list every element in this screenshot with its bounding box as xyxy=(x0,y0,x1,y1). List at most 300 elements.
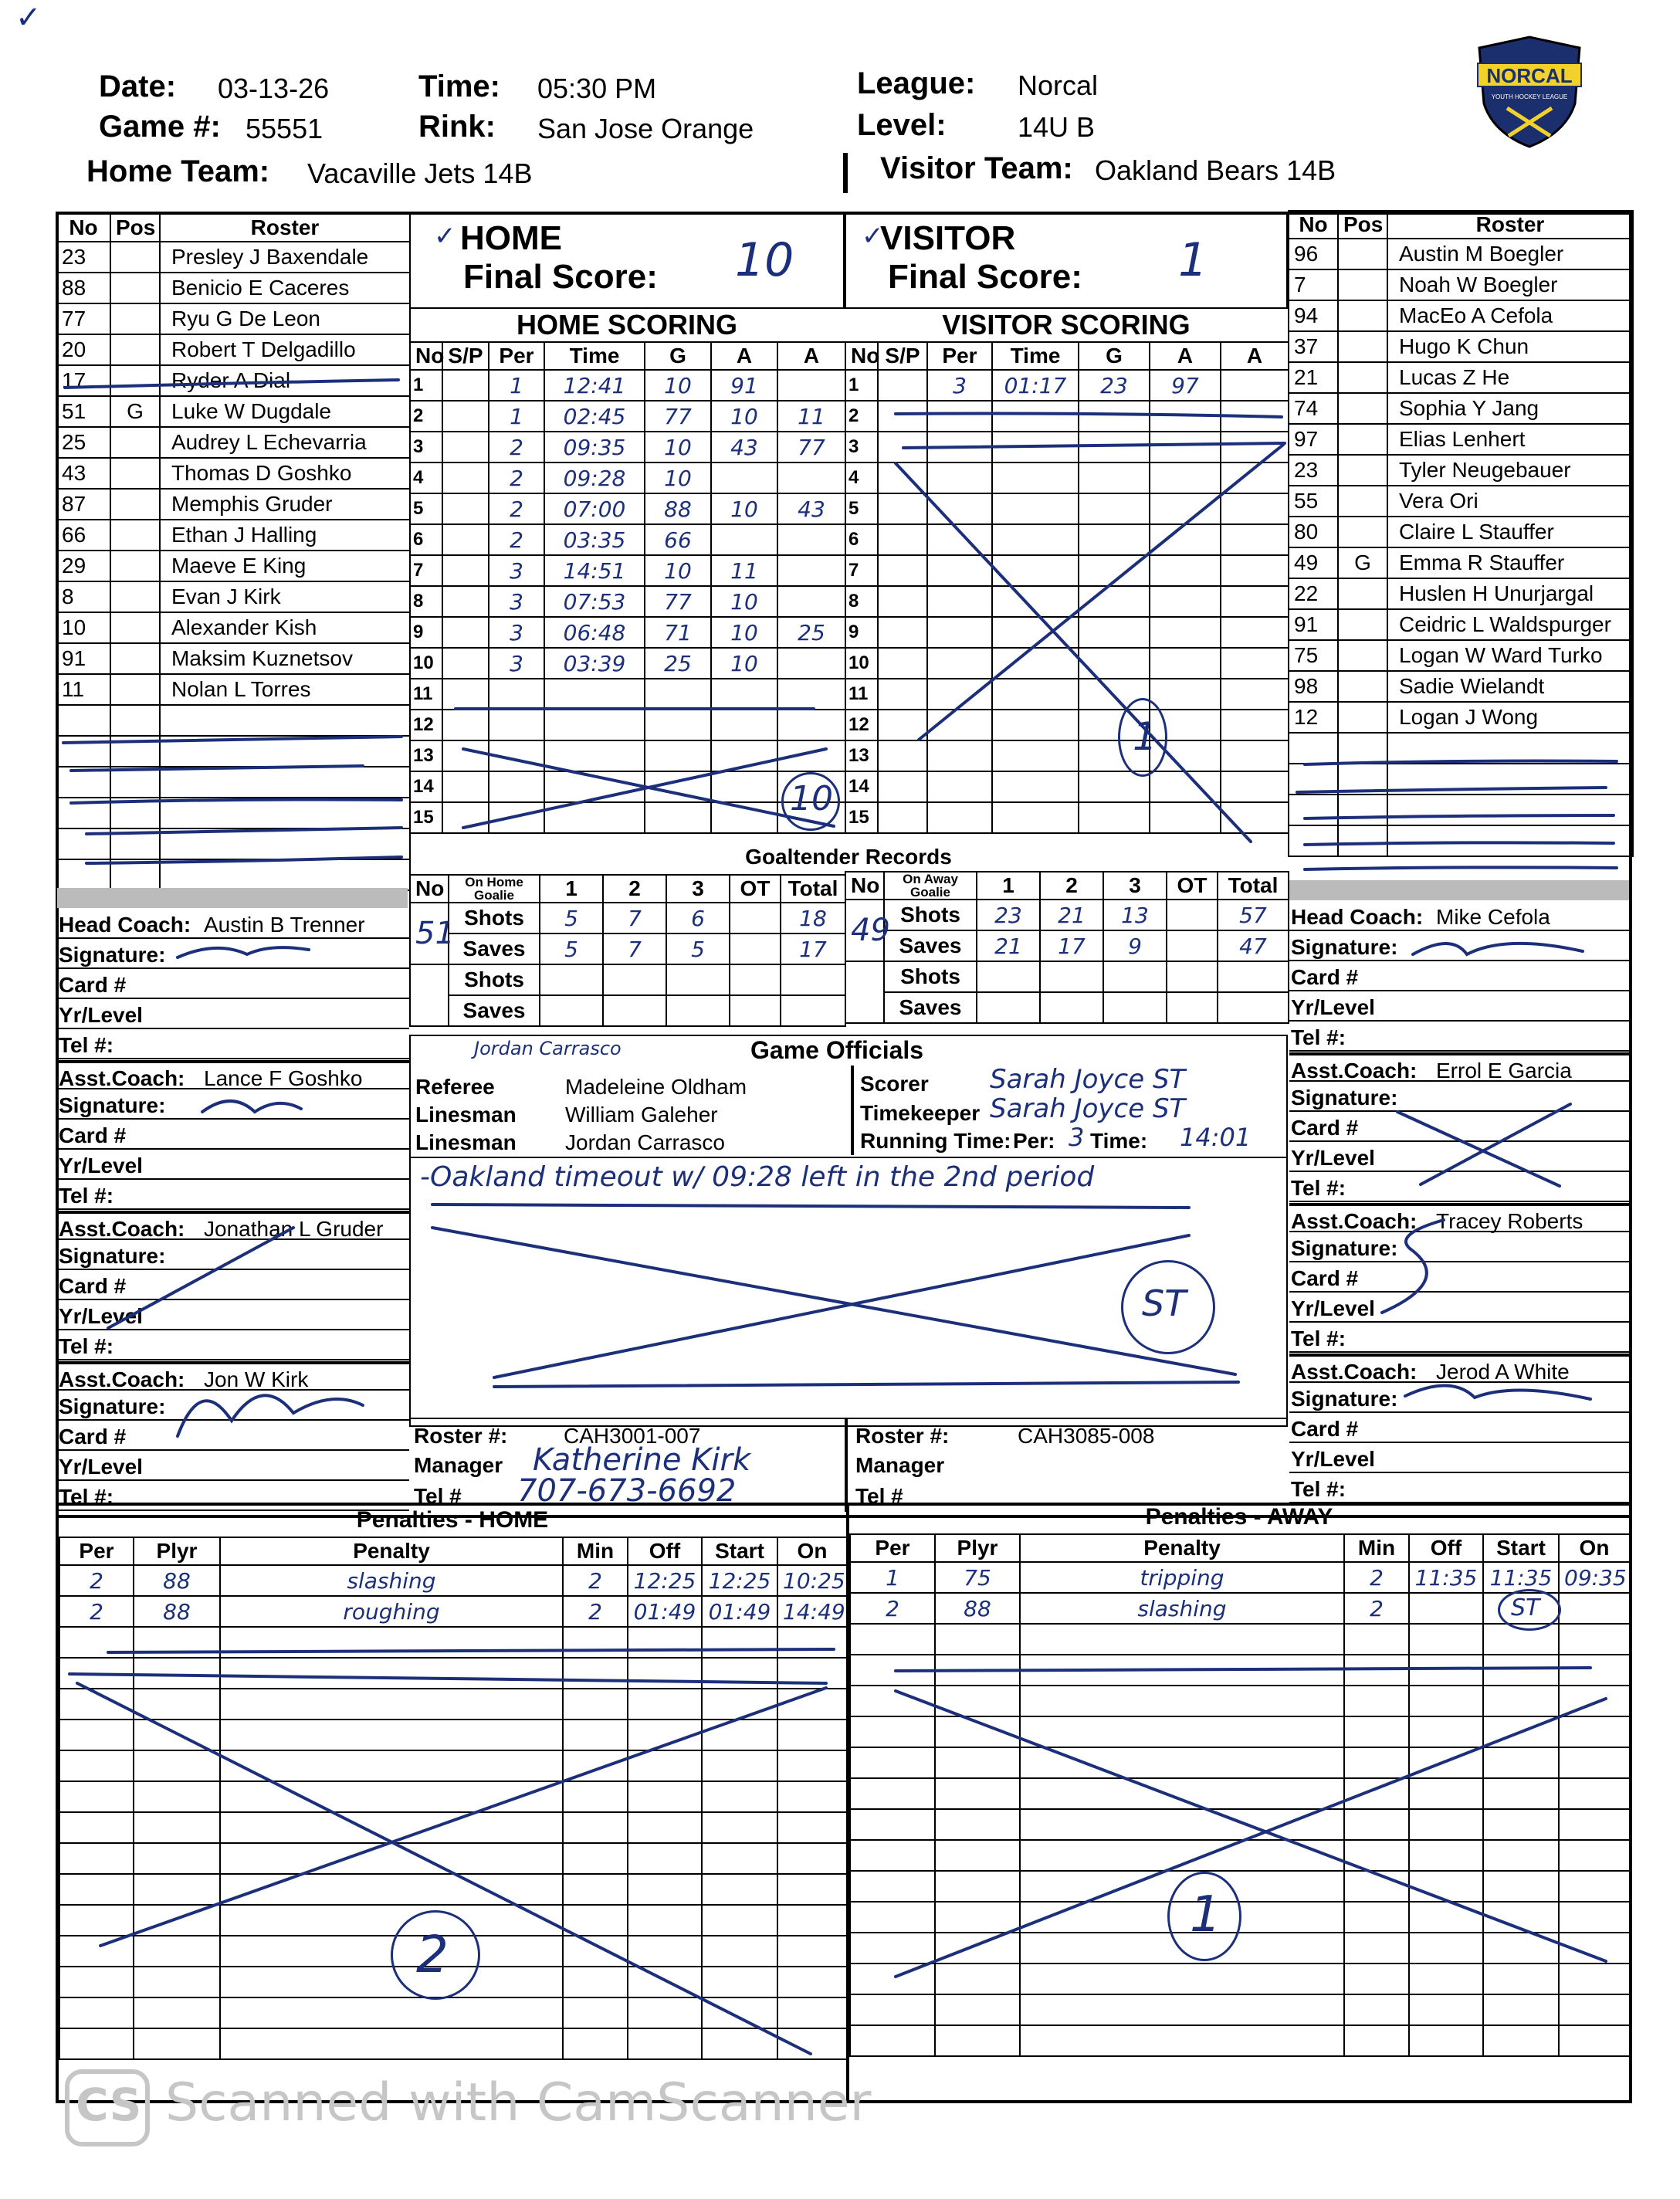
away-penalty-empty-cell xyxy=(935,2025,1020,2056)
visitor-goal-scorer xyxy=(1079,524,1150,555)
visitor-staff-coach-row xyxy=(1289,1203,1632,1232)
home-player-number: 29 xyxy=(56,551,110,581)
home-goal-assist2 xyxy=(777,740,845,771)
away-penalty-empty-cell xyxy=(1559,1994,1630,2025)
away-penalty-empty-cell xyxy=(935,1686,1020,1716)
home-penalty-empty-cell xyxy=(59,1967,134,1997)
home-staff-tel-label: Tel #: xyxy=(59,1334,114,1358)
home-penalty-empty-cell xyxy=(59,1905,134,1936)
home-pen-per-header: Per xyxy=(59,1537,134,1565)
home-goal-row xyxy=(410,586,845,617)
home-goal-row xyxy=(410,555,845,586)
visitor-staff-coach-row xyxy=(1289,1354,1632,1383)
home-goal-row xyxy=(410,679,845,710)
home-player-name: Ethan J Halling xyxy=(160,520,410,551)
home-goal-row xyxy=(410,493,845,524)
home-penalty-penalty: slashing xyxy=(220,1565,563,1596)
visitor-goal-period: 3 xyxy=(927,370,992,401)
home-goal-number: 5 xyxy=(410,493,442,524)
visitor-staff-card-label: Card # xyxy=(1291,1266,1359,1290)
home-manager-label: Manager xyxy=(414,1453,503,1477)
visitor-roster-row xyxy=(1289,455,1633,486)
home-player-position xyxy=(110,520,160,551)
home-scoring-sp-header: S/P xyxy=(442,342,489,370)
away-shots-total: 57 xyxy=(1218,900,1289,930)
home-penalty-empty-cell xyxy=(628,1967,702,1997)
visitor-goal-number: 5 xyxy=(845,493,878,524)
home-goal-scorer xyxy=(645,771,711,802)
home-goal-period: 1 xyxy=(489,401,544,432)
home-roster-row xyxy=(56,551,410,581)
away-penalty-empty-cell xyxy=(1020,1716,1344,1747)
home-penalty-row xyxy=(59,1874,847,1905)
away-penalty-empty-cell xyxy=(1409,1624,1483,1655)
visitor-player-name: Sophia Y Jang xyxy=(1387,393,1633,424)
home-roster-empty-cell xyxy=(56,798,110,828)
home-staff-card-label: Card # xyxy=(59,1274,127,1298)
home-staff-card-row xyxy=(57,970,409,999)
home-player-number: 20 xyxy=(56,334,110,365)
visitor-goal-row xyxy=(845,586,1289,617)
home-final-score: 10 xyxy=(735,233,794,287)
home-penalty-min: 2 xyxy=(563,1596,628,1627)
home-player-name: Memphis Gruder xyxy=(160,489,410,520)
home-roster-info xyxy=(409,1418,845,1513)
visitor-goal-assist1 xyxy=(1150,432,1221,463)
home-penalty-empty-cell xyxy=(563,1720,628,1750)
home-staff-yr-level-row xyxy=(57,1150,409,1180)
home-goal-assist1: 10 xyxy=(711,586,777,617)
home-roster-row xyxy=(56,396,410,427)
home-player-number: 87 xyxy=(56,489,110,520)
home-staff-coach-row xyxy=(57,1361,409,1391)
visitor-roster-row xyxy=(1289,239,1633,269)
visitor-player-name: Logan J Wong xyxy=(1387,702,1633,733)
home-goal-assist2 xyxy=(777,679,845,710)
home-penalty-empty-cell xyxy=(220,1689,563,1720)
home-goal-period xyxy=(489,802,544,833)
visitor-player-name: Claire L Stauffer xyxy=(1387,517,1633,547)
home-goal-scorer: 88 xyxy=(645,493,711,524)
visitor-goal-assist1 xyxy=(1150,648,1221,679)
away-saves2-label: Saves xyxy=(884,992,977,1023)
visitor-scoring-title: VISITOR SCORING xyxy=(942,309,1191,341)
away-goalie-table xyxy=(845,871,1289,1024)
home-goal-period: 3 xyxy=(489,586,544,617)
home-goal-assist1: 10 xyxy=(711,648,777,679)
visitor-goal-assist1 xyxy=(1150,401,1221,432)
visitor-staff-signature-row xyxy=(1289,1083,1632,1112)
away-penalty-empty-cell xyxy=(935,1624,1020,1655)
home-goal-assist1 xyxy=(711,679,777,710)
home-goal-time: 03:35 xyxy=(544,524,645,555)
visitor-player-position xyxy=(1338,702,1387,733)
home-goal-scorer xyxy=(645,710,711,740)
visitor-player-name: Tyler Neugebauer xyxy=(1387,455,1633,486)
home-roster xyxy=(56,213,411,891)
home-goal-number: 9 xyxy=(410,617,442,648)
home-penalty-plyr: 88 xyxy=(134,1565,220,1596)
visitor-staff-coach-name: Errol E Garcia xyxy=(1436,1059,1572,1083)
home-penalty-empty-cell xyxy=(220,2028,563,2059)
running-time-label: Running Time: xyxy=(860,1129,1011,1153)
away-penalty-empty-cell xyxy=(1409,1933,1483,1964)
home-penalty-empty-cell xyxy=(220,1997,563,2028)
visitor-roster-row xyxy=(1289,269,1633,300)
visitor-staff-tel-row xyxy=(1289,1474,1632,1503)
home-pen-off-header: Off xyxy=(628,1537,702,1565)
visitor-player-number: 74 xyxy=(1289,393,1338,424)
visitor-staff-yr-level-row xyxy=(1289,1143,1632,1172)
home-goal-scorer: 77 xyxy=(645,401,711,432)
visitor-staff-tel-label: Tel #: xyxy=(1291,1327,1346,1350)
home-goal-assist2 xyxy=(777,586,845,617)
visitor-roster-empty-cell xyxy=(1387,825,1633,856)
visitor-goal-scorer xyxy=(1079,802,1150,833)
away-penalty-row xyxy=(850,1747,1630,1778)
visitor-goal-assist1 xyxy=(1150,771,1221,802)
visitor-roster-row xyxy=(1289,486,1633,517)
home-saves-p1: 5 xyxy=(540,933,603,964)
home-scoring-table xyxy=(409,341,846,834)
away-penalty-empty-cell xyxy=(1559,1716,1630,1747)
visitor-goal-assist2 xyxy=(1221,710,1289,740)
home-shots-total: 18 xyxy=(781,903,845,933)
visitor-staff-yr-level-label: Yr/Level xyxy=(1291,995,1375,1019)
home-goal-scorer: 10 xyxy=(645,555,711,586)
home-goal-period: 3 xyxy=(489,617,544,648)
home-roster-separator xyxy=(57,888,408,908)
home-staff-coach-label: Asst.Coach: xyxy=(59,1066,185,1090)
home-goalie-total-header: Total xyxy=(781,875,845,903)
home-penalty-empty-cell xyxy=(777,1874,847,1905)
referee-name: Madeleine Oldham xyxy=(565,1075,747,1099)
home-player-name: Presley J Baxendale xyxy=(160,242,410,273)
home-goal-period xyxy=(489,771,544,802)
visitor-goal-period xyxy=(927,586,992,617)
away-saves-label: Saves xyxy=(884,930,977,961)
visitor-staff-card-row xyxy=(1289,962,1632,991)
visitor-roster-row xyxy=(1289,424,1633,455)
home-penalty-empty-cell xyxy=(777,1812,847,1843)
home-goal-assist1: 10 xyxy=(711,493,777,524)
visitor-team-value: Oakland Bears 14B xyxy=(1095,154,1336,186)
home-staff-signature-label: Signature: xyxy=(59,1244,166,1268)
home-penalty-row xyxy=(59,1596,847,1627)
away-penalty-empty-cell xyxy=(1483,1655,1559,1686)
away-penalty-empty-cell xyxy=(850,1871,935,1902)
home-goal-assist1 xyxy=(711,463,777,493)
visitor-roster-empty-cell xyxy=(1289,764,1338,795)
visitor-scoring-time-header: Time xyxy=(992,342,1079,370)
home-staff-card-row xyxy=(57,1271,409,1300)
home-goalie-ot-header: OT xyxy=(730,875,781,903)
home-shots-p3: 6 xyxy=(666,903,730,933)
visitor-manager-tel-label: Tel # xyxy=(855,1484,903,1508)
visitor-roster-empty-cell xyxy=(1338,825,1387,856)
home-roster-empty-cell xyxy=(56,705,110,736)
home-shots-ot xyxy=(730,903,781,933)
home-player-position xyxy=(110,643,160,674)
home-player-position xyxy=(110,551,160,581)
visitor-player-position xyxy=(1338,239,1387,269)
home-roster-row xyxy=(56,798,410,828)
home-penalty-empty-cell xyxy=(59,1997,134,2028)
away-penalty-empty-cell xyxy=(935,1778,1020,1809)
home-staff-coach-row xyxy=(57,910,409,939)
visitor-goal-assist2 xyxy=(1221,555,1289,586)
visitor-goal-sp xyxy=(878,555,927,586)
home-goal-row xyxy=(410,432,845,463)
visitor-staff-yr-level-row xyxy=(1289,1293,1632,1323)
home-goal-time: 06:48 xyxy=(544,617,645,648)
home-staff-coach-name: Lance F Goshko xyxy=(204,1066,363,1090)
away-penalty-penalty: slashing xyxy=(1020,1593,1344,1624)
away-penalty-plyr: 88 xyxy=(935,1593,1020,1624)
away-penalty-empty-cell xyxy=(935,1994,1020,2025)
visitor-goal-period xyxy=(927,493,992,524)
visitor-goal-time xyxy=(992,617,1079,648)
home-roster-empty-cell xyxy=(160,767,410,798)
visitor-player-number: 96 xyxy=(1289,239,1338,269)
away-penalty-plyr: 75 xyxy=(935,1562,1020,1593)
home-penalty-empty-cell xyxy=(777,1905,847,1936)
away-penalty-empty-cell xyxy=(1409,1809,1483,1840)
home-scoring-no-header: No xyxy=(410,342,442,370)
visitor-roster-row xyxy=(1289,331,1633,362)
visitor-goal-scorer xyxy=(1079,401,1150,432)
home-goal-sp xyxy=(442,401,489,432)
home-goal-scorer: 66 xyxy=(645,524,711,555)
away-penalty-empty-cell xyxy=(1344,1686,1409,1716)
home-penalty-empty-cell xyxy=(628,1689,702,1720)
home-roster-row xyxy=(56,767,410,798)
away-penalty-empty-cell xyxy=(935,1716,1020,1747)
visitor-staff-signature-label: Signature: xyxy=(1291,1387,1398,1411)
away-goalie-number: 49 xyxy=(845,900,884,961)
home-goal-row xyxy=(410,617,845,648)
home-goal-assist2: 43 xyxy=(777,493,845,524)
home-penalty-empty-cell xyxy=(702,2028,777,2059)
home-player-number: 10 xyxy=(56,612,110,643)
home-goal-number: 6 xyxy=(410,524,442,555)
visitor-roster-empty-cell xyxy=(1289,825,1338,856)
visitor-roster-pos-header: Pos xyxy=(1338,211,1387,239)
home-staff-yr-level-label: Yr/Level xyxy=(59,1154,143,1177)
visitor-goal-number: 15 xyxy=(845,802,878,833)
away-penalty-empty-cell xyxy=(1344,1716,1409,1747)
visitor-goal-assist1 xyxy=(1150,586,1221,617)
home-roster-empty-cell xyxy=(110,705,160,736)
home-penalty-empty-cell xyxy=(628,1781,702,1812)
home-penalty-empty-cell xyxy=(777,1750,847,1781)
away-penalty-empty-cell xyxy=(1483,1964,1559,1994)
home-penalty-per: 2 xyxy=(59,1596,134,1627)
home-goal-sp xyxy=(442,524,489,555)
away-penalty-empty-cell xyxy=(1344,1902,1409,1933)
visitor-player-number: 7 xyxy=(1289,269,1338,300)
home-penalty-plyr: 88 xyxy=(134,1596,220,1627)
home-roster-row xyxy=(56,859,410,890)
home-goal-sp xyxy=(442,710,489,740)
visitor-scoring-assist1-header: A xyxy=(1150,342,1221,370)
away-shots2-label: Shots xyxy=(884,961,977,992)
visitor-goal-row xyxy=(845,463,1289,493)
home-player-position xyxy=(110,242,160,273)
home-goal-row xyxy=(410,648,845,679)
visitor-goal-number: 11 xyxy=(845,679,878,710)
home-staff-tel-row xyxy=(57,1030,409,1059)
home-staff-tel-row xyxy=(57,1331,409,1360)
home-penalty-per: 2 xyxy=(59,1565,134,1596)
home-staff-tel-label: Tel #: xyxy=(59,1033,114,1057)
visitor-staff-yr-level-row xyxy=(1289,1444,1632,1473)
home-penalty-empty-cell xyxy=(702,1997,777,2028)
referee-label: Referee xyxy=(415,1075,495,1099)
home-penalty-empty-cell xyxy=(134,1658,220,1689)
away-penalty-empty-cell xyxy=(1020,1778,1344,1809)
visitor-goal-number: 3 xyxy=(845,432,878,463)
visitor-scoring-per-header: Per xyxy=(927,342,992,370)
home-penalty-row xyxy=(59,1658,847,1689)
visitor-player-position: G xyxy=(1338,547,1387,578)
home-goal-sp xyxy=(442,432,489,463)
home-goal-number: 2 xyxy=(410,401,442,432)
visitor-goal-number: 8 xyxy=(845,586,878,617)
home-penalty-empty-cell xyxy=(563,1658,628,1689)
home-penalty-empty-cell xyxy=(628,1936,702,1967)
home-goal-number: 1 xyxy=(410,370,442,401)
home-penalties-circled-text: 2 xyxy=(416,1925,449,1984)
game-officials-box xyxy=(409,1035,1288,1427)
home-player-number: 66 xyxy=(56,520,110,551)
home-player-name: Ryu G De Leon xyxy=(160,303,410,334)
home-penalty-empty-cell xyxy=(628,1627,702,1658)
away-pen-on-header: On xyxy=(1559,1534,1630,1562)
home-penalty-row xyxy=(59,1720,847,1750)
home-player-position xyxy=(110,489,160,520)
home-goal-sp xyxy=(442,617,489,648)
visitor-player-number: 94 xyxy=(1289,300,1338,331)
home-penalty-empty-cell xyxy=(702,1750,777,1781)
home-penalty-empty-cell xyxy=(628,1750,702,1781)
visitor-goal-row xyxy=(845,679,1289,710)
home-saves-label: Saves xyxy=(449,933,540,964)
visitor-goal-row xyxy=(845,370,1289,401)
home-goal-period: 3 xyxy=(489,648,544,679)
away-penalty-empty-cell xyxy=(1344,1994,1409,2025)
home-penalty-empty-cell xyxy=(134,1627,220,1658)
visitor-player-position xyxy=(1338,671,1387,702)
visitor-goal-time xyxy=(992,679,1079,710)
home-penalty-empty-cell xyxy=(777,1843,847,1874)
away-penalties-circled-text: 1 xyxy=(1190,1886,1221,1943)
away-penalty-empty-cell xyxy=(935,1933,1020,1964)
away-goalie-p2-header: 2 xyxy=(1040,872,1103,900)
visitor-goal-assist2 xyxy=(1221,617,1289,648)
visitor-staff-tel-row xyxy=(1289,1323,1632,1353)
away-pen-start-header: Start xyxy=(1483,1534,1559,1562)
running-per-label: Per: xyxy=(1013,1129,1055,1153)
visitor-player-position xyxy=(1338,640,1387,671)
visitor-staff-signature-row xyxy=(1289,1384,1632,1413)
away-penalty-empty-cell xyxy=(1559,1933,1630,1964)
away-penalty-row xyxy=(850,1624,1630,1655)
home-player-position xyxy=(110,674,160,705)
visitor-player-position xyxy=(1338,609,1387,640)
visitor-player-name: Emma R Stauffer xyxy=(1387,547,1633,578)
visitor-roster-number: CAH3085-008 xyxy=(1018,1424,1155,1448)
visitor-roster-name-header: Roster xyxy=(1387,211,1633,239)
away-penalty-empty-cell xyxy=(935,1655,1020,1686)
visitor-goal-assist2 xyxy=(1221,648,1289,679)
away-penalty-empty-cell xyxy=(1559,1686,1630,1716)
visitor-goal-scorer xyxy=(1079,463,1150,493)
home-goal-sp xyxy=(442,648,489,679)
home-scoring-assist1-header: A xyxy=(711,342,777,370)
away-penalty-empty-cell xyxy=(850,1840,935,1871)
away-penalty-row xyxy=(850,1933,1630,1964)
away-penalty-empty-cell xyxy=(850,1686,935,1716)
game-value: 55551 xyxy=(246,113,323,144)
visitor-player-number: 49 xyxy=(1289,547,1338,578)
home-player-name: Maksim Kuznetsov xyxy=(160,643,410,674)
home-roster-row xyxy=(56,458,410,489)
visitor-player-name: Hugo K Chun xyxy=(1387,331,1633,362)
away-penalty-empty-cell xyxy=(1409,1902,1483,1933)
away-pen-per-header: Per xyxy=(850,1534,935,1562)
visitor-player-number: 55 xyxy=(1289,486,1338,517)
home-penalty-empty-cell xyxy=(563,1843,628,1874)
home-penalty-empty-cell xyxy=(59,1658,134,1689)
home-player-number: 43 xyxy=(56,458,110,489)
home-roster-row xyxy=(56,427,410,458)
visitor-goal-number: 7 xyxy=(845,555,878,586)
home-penalty-empty-cell xyxy=(777,1781,847,1812)
home-roster-empty-cell xyxy=(56,767,110,798)
away-penalty-row xyxy=(850,1871,1630,1902)
visitor-player-number: 21 xyxy=(1289,362,1338,393)
visitor-roster-row xyxy=(1289,640,1633,671)
away-penalty-empty-cell xyxy=(850,1809,935,1840)
away-penalty-row xyxy=(850,1964,1630,1994)
home-player-number: 17 xyxy=(56,365,110,396)
home-staff-tel-label: Tel #: xyxy=(59,1184,114,1208)
norcal-logo xyxy=(1473,34,1586,150)
away-penalty-empty-cell xyxy=(1344,1964,1409,1994)
away-penalty-on xyxy=(1559,1593,1630,1624)
home-goal-time: 02:45 xyxy=(544,401,645,432)
away-penalties-title: Penalties - AWAY xyxy=(1145,1504,1333,1530)
visitor-staff-coach-label: Head Coach: xyxy=(1291,905,1424,929)
away-penalty-per: 2 xyxy=(850,1593,935,1624)
home-roster-empty-cell xyxy=(160,798,410,828)
away-penalty-empty-cell xyxy=(1409,1840,1483,1871)
home-goal-assist1 xyxy=(711,740,777,771)
visitor-player-number: 91 xyxy=(1289,609,1338,640)
away-shots-p2: 21 xyxy=(1040,900,1103,930)
visitor-player-position xyxy=(1338,486,1387,517)
home-staff-yr-level-row xyxy=(57,1000,409,1029)
away-penalty-empty-cell xyxy=(935,1747,1020,1778)
away-penalty-empty-cell xyxy=(850,1902,935,1933)
away-shots-p1: 23 xyxy=(977,900,1040,930)
home-roster-row xyxy=(56,643,410,674)
away-penalty-empty-cell xyxy=(850,1964,935,1994)
home-penalty-row xyxy=(59,1689,847,1720)
home-player-number: 8 xyxy=(56,581,110,612)
visitor-roster-row xyxy=(1289,671,1633,702)
